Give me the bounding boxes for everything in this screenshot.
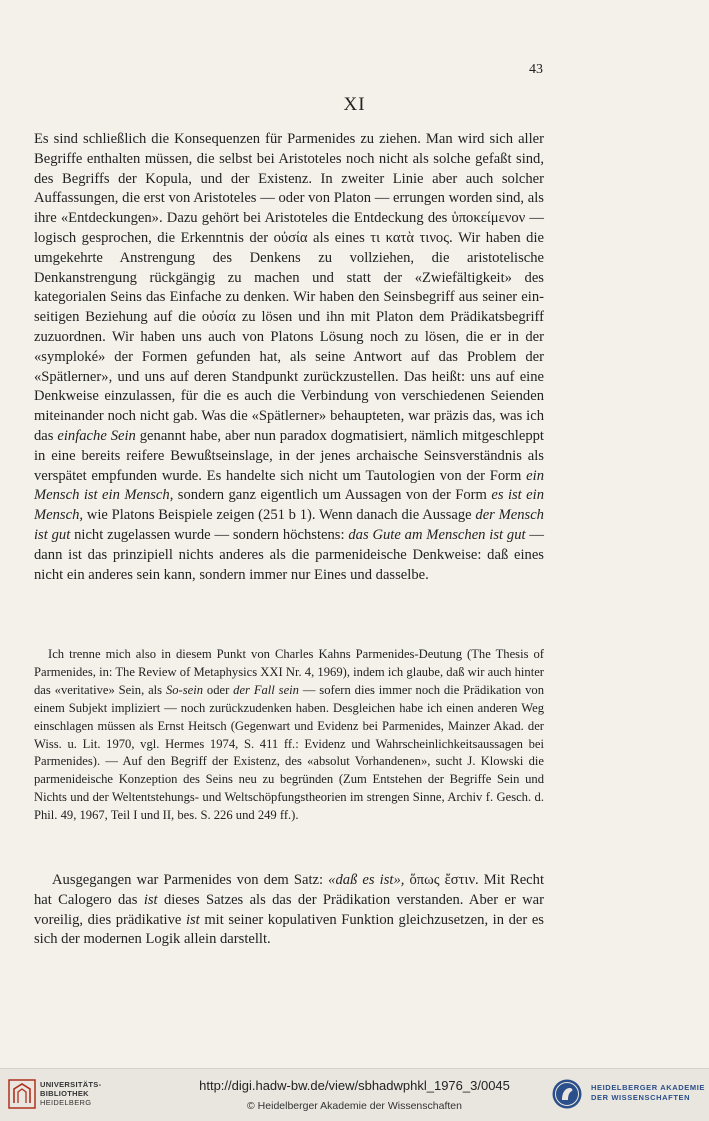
emphasis: So-sein	[165, 682, 204, 697]
paragraph-1	[34, 130, 544, 585]
text-run: — sofern dies immer noch die Prädikation von einem Subjekt impliziert — noch zurückzudenken haben. Desgleichen habe ich einen anderen Weg einschlagen müssen als Ernst Heitsch (Gegenwart und Evidenz bei Parmenides, Mainzer Akad. der Wiss. u. Lit. 1970, vgl. Hermes 1974, S. 411 ff.: Evidenz und Wahrscheinlichkeitsaussagen bei Parmenides). — Auf den Begriff der Existenz, des «absolut Vorhandenen», sucht J. Klowski die parmenideische Konzeption des Seins neu zu begründen (Zum Entstehen der Begriffe Sein und Nichts und der Weltentstehungs- und Weltschöpfungstheorien im strengen Sinne, Archiv f. Gesch. d. Phil. 49, 1967, Teil I und II, bes. S. 226 und 249 ff.).	[34, 682, 544, 823]
copyright-notice: © Heidelberger Akademie der Wissenschaften	[247, 1100, 462, 1112]
main-paragraph	[34, 130, 544, 585]
emphasis: das Gute am Menschen ist gut	[348, 526, 526, 543]
emphasis: einfache Sein	[57, 427, 136, 444]
academy-name-line: DER WISSENSCHAFTEN	[591, 1093, 691, 1102]
text-run: — dann ist das prinzipiell nichts anderes als die parmenideische Denkweise: daß eines nicht ein anderes sein kann, sondern immer nur Eines und dasselbe.	[34, 526, 544, 583]
library-name-line: HEIDELBERG	[40, 1098, 92, 1107]
footnote-paragraph	[34, 646, 544, 825]
library-name-line: UNIVERSITÄTS-	[40, 1080, 102, 1089]
section-heading: XI	[343, 94, 366, 115]
emphasis: der Fall sein	[233, 682, 299, 697]
text-run: wie Platons Beispiele zeigen (251 b 1). Wenn danach die Aussage	[83, 507, 476, 524]
page-number: 43	[529, 62, 543, 77]
text-run: Ausgegangen war Parmenides von dem Satz:	[52, 872, 329, 888]
emphasis: der Mensch ist gut	[34, 507, 544, 543]
text-run: nicht zugelassen wurde — sondern höchstens:	[70, 526, 349, 543]
text-run: mit seiner kopulativen Funktion gleichzusetzen, in der es sich der modernen Logik allein darstellt.	[34, 911, 544, 948]
emphasis: «daß es ist»,	[328, 872, 405, 888]
text-run: genannt habe, aber nun paradox dogmatisiert, nämlich mitgeschleppt in eine bereits reifere Bewußtseinslage, in der jenes archaische Seinsverständnis als verspätet empfunden wurde. Es handelte sich nicht um Tautologien von der Form	[34, 427, 544, 484]
second-paragraph	[34, 871, 544, 950]
emphasis: ist	[143, 891, 158, 908]
text-run: sondern ganz eigentlich um Aussagen von der Form	[173, 487, 492, 504]
permalink-url[interactable]: http://digi.hadw-bw.de/view/sbhadwphkl_1976_3/0045	[199, 1078, 510, 1093]
footnote	[34, 646, 544, 825]
academy-seal-icon	[551, 1078, 583, 1110]
viewer-footer	[0, 1068, 709, 1121]
academy-name	[591, 1083, 705, 1103]
emphasis: ist	[185, 911, 200, 928]
academy-name-line: HEIDELBERGER AKADEMIE	[591, 1083, 705, 1092]
text-run: dieses Satzes als das der Prädikation verstanden. Aber er war voreilig, dies prädikative	[34, 891, 544, 928]
text-run: ὅπως ἔστιν. Mit Recht hat Calogero das	[34, 872, 545, 908]
library-name-line: BIBLIOTHEK	[40, 1089, 89, 1098]
emphasis: es ist ein Mensch,	[34, 487, 544, 524]
text-run: Es sind schließlich die Konsequenzen für Parmenides zu ziehen. Man wird sich aller Begriffe enthalten müssen, die selbst bei Aristoteles noch nicht als solche gefaßt sind, des Begriffs der Kopula, und der Existenz. In zweiter Linie aber auch solcher Auffassungen, die erst von Aristoteles — oder von Platon — errungen worden sind, als ihre «Entdeckungen». Dazu gehört bei Aristoteles die Entdeckung des ὑποκείμενον — logisch gesprochen, die Erkenntnis der οὐσία als eines τι κατὰ τινος. Wir haben die umgekehrte Anstrengung des Denkens zu vollziehen, die aristotelische Denkanstrengung rückgängig zu machen und statt der «Zwiefältigkeit» des kategorialen Seins das Einfache zu denken. Wir haben den Seinsbegriff aus seiner einseitigen Beziehung auf die οὐσία zu lösen und ihn mit Platon dem Prädikatsbegriff zuzuordnen. Wir haben uns auch von Platons Lösung noch zu lösen, die er in der «symploké» der Formen gefunden hat, als seine Antwort auf das Problem der «Spätlerner», und uns auf deren Standpunkt zurückzustellen. Das heißt: uns auf eine Denkweise einzulassen, für die es auch die Verbindung von verschiedenen Seienden miteinander noch nicht gab. Was die «Spätlerner» behaupteten, war präzis das, was ich das	[34, 131, 544, 444]
paragraph-2	[34, 871, 544, 950]
emphasis: ein Mensch ist ein Mensch,	[34, 467, 544, 504]
text-run: oder	[203, 682, 234, 697]
text-run: Ich trenne mich also in diesem Punkt von Charles Kahns Parmenides-Deutung (The Thesis of Parmenides, in: The Review of Metaphysics XXI Nr. 4, 1969), indem ich glaube, daß wir auch hinter das «veritative» Sein, als	[34, 647, 544, 697]
